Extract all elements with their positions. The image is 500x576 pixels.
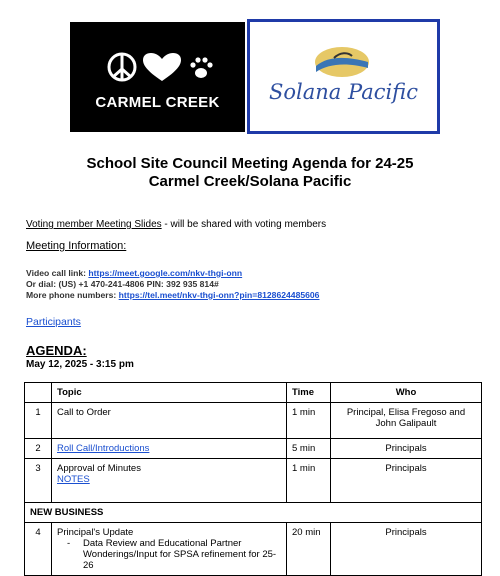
row-who: Principals [331,523,482,576]
more-numbers-link[interactable]: https://tel.meet/nkv-thgi-onn?pin=8128624485606 [118,290,320,300]
agenda-date: May 12, 2025 - 3:15 pm [26,359,134,370]
row-topic-text: Principal's Update [57,527,134,538]
row-who: Principal, Elisa Fregoso and John Galipault [331,403,482,439]
paw-icon [190,57,212,78]
agenda-heading: AGENDA: [26,343,87,358]
notes-link[interactable]: NOTES [57,474,90,485]
slides-paragraph [26,219,326,230]
table-row [25,403,482,439]
row-who: Principals [331,439,482,459]
row-topic [52,439,287,459]
row-num: 2 [25,439,52,459]
solana-pacific-logo-text: Solana Pacific [269,80,418,104]
peace-icon [109,54,135,80]
header-time: Time [287,383,331,403]
page-title [0,155,500,191]
more-numbers-label: More phone numbers: [26,290,119,300]
logo-banner [70,19,440,132]
row-num: 4 [25,523,52,576]
row-topic [52,523,287,576]
slides-note: - will be shared with voting members [161,219,327,230]
seal-wave-icon [312,44,372,80]
dash-bullet-icon: - [67,538,71,549]
solana-pacific-logo [247,19,440,134]
row-time: 1 min [287,403,331,439]
participants-link[interactable]: Participants [26,316,81,328]
table-row [25,523,482,576]
section-row [25,503,482,523]
topic-bullet [57,538,281,571]
header-num [25,383,52,403]
row-num: 3 [25,459,52,503]
agenda-table [24,382,482,576]
heart-icon [143,53,181,81]
row-time: 20 min [287,523,331,576]
row-topic: Call to Order [52,403,287,439]
video-label: Video call link: [26,268,89,278]
title-line-1: School Site Council Meeting Agenda for 24-25 [86,155,414,172]
topic-bullet-text: Data Review and Educational Partner Wonderings/Input for SPSA refinement for 25-26 [83,538,277,571]
dial-info: Or dial: (US) +1 470-241-4806 PIN: 392 935 814# [26,279,219,289]
header-who: Who [331,383,482,403]
row-num: 1 [25,403,52,439]
meeting-info-heading: Meeting Information: [26,240,127,252]
row-topic-text: Approval of Minutes [57,463,141,474]
agenda-header-row [25,383,482,403]
header-topic: Topic [52,383,287,403]
title-line-2: Carmel Creek/Solana Pacific [148,173,352,190]
carmel-creek-logo-text: CARMEL CREEK [95,94,220,111]
row-time: 5 min [287,439,331,459]
row-time: 1 min [287,459,331,503]
meeting-slides-link[interactable]: Voting member Meeting Slides [26,219,162,230]
meeting-info-block [26,268,319,301]
roll-call-link[interactable]: Roll Call/Introductions [57,443,150,454]
table-row [25,459,482,503]
table-row [25,439,482,459]
video-call-link[interactable]: https://meet.google.com/nkv-thgi-onn [88,268,243,278]
row-topic [52,459,287,503]
carmel-creek-logo [70,22,245,132]
carmel-creek-icons [107,50,217,84]
section-new-business: NEW BUSINESS [25,503,482,523]
row-who: Principals [331,459,482,503]
